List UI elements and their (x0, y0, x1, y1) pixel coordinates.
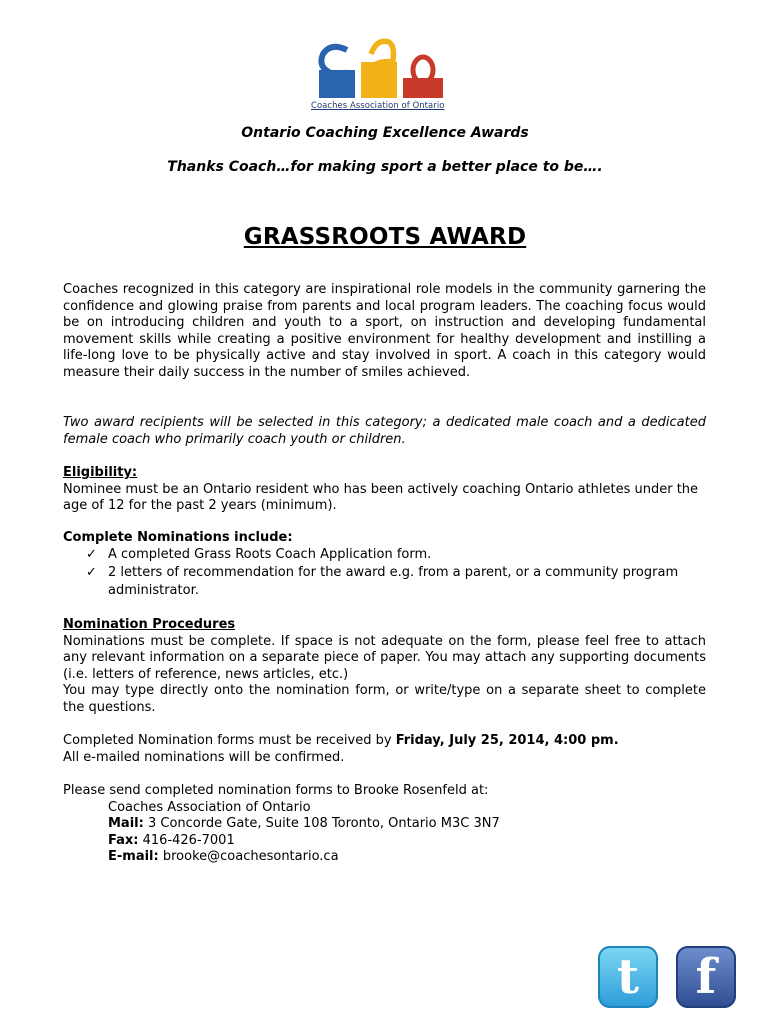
facebook-glyph: f (695, 949, 717, 1005)
procedures-paragraph-2: You may type directly onto the nomination form, or write/type on a separate sheet to complete the questions. (63, 683, 706, 715)
list-item-text: A completed Grass Roots Coach Application form. (108, 547, 432, 562)
recipients-paragraph: Two award recipients will be selected in this category; a dedicated male coach and a dedicated female coach who primarily coach youth or children. (63, 415, 706, 447)
deadline-note: All e-mailed nominations will be confirmed. (63, 749, 345, 765)
mail-label: Mail: (108, 816, 144, 832)
nominations-heading: Complete Nominations include: (63, 530, 293, 545)
deadline-line (63, 733, 706, 750)
procedures-section (63, 617, 706, 717)
list-item (86, 546, 686, 564)
deadline-date: Friday, July 25, 2014, 4:00 pm. (395, 733, 619, 748)
cao-logo-mark (311, 32, 451, 100)
email-address[interactable]: brooke@coachesontario.ca (162, 849, 339, 865)
contact-fax (63, 833, 706, 850)
page-title: GRASSROOTS AWARD (243, 224, 527, 250)
deadline-section (63, 733, 706, 766)
facebook-icon[interactable] (676, 946, 736, 1008)
checkmark-icon: ✓ (86, 547, 97, 562)
mail-address: 3 Concorde Gate, Suite 108 Toronto, Ontario M3C 3N7 (147, 816, 500, 832)
eligibility-text: Nominee must be an Ontario resident who has been actively coaching Ontario athletes under the age of 12 for the past 2 years (minimum). (63, 481, 699, 514)
fax-label: Fax: (108, 832, 139, 848)
procedures-heading: Nomination Procedures (63, 617, 236, 632)
list-item-text: 2 letters of recommendation for the award e.g. from a parent, or a community program administrator. (108, 565, 679, 598)
deadline-prefix: Completed Nomination forms must be received by (63, 733, 396, 748)
contact-intro: Please send completed nomination forms to Brooke Rosenfeld at: (63, 783, 489, 798)
eligibility-section (63, 465, 706, 515)
header-line-2: Thanks Coach…for making sport a better place to be…. (167, 159, 603, 175)
contact-mail (63, 816, 706, 833)
intro-paragraph: Coaches recognized in this category are inspirational role models in the community garnering the confidence and glowing praise from parents and local program leaders. The coaching focus would be on introducing children and youth to a sport, on instruction and developing fundamental movement skills while creating a positive environment for healthy development and instilling a life-long love to be physically active and stay involved in sport. A coach in this category would measure their daily success in the number of smiles achieved. (63, 282, 706, 380)
fax-number: 416-426-7001 (142, 832, 235, 848)
email-label: E-mail: (108, 849, 159, 865)
twitter-glyph: t (616, 949, 640, 1005)
logo-caption: Coaches Association of Ontario (311, 100, 445, 110)
eligibility-heading: Eligibility: (63, 465, 138, 480)
checkmark-icon: ✓ (86, 565, 97, 580)
list-item (86, 564, 686, 600)
contact-section (63, 783, 706, 866)
cao-logo (311, 32, 451, 112)
header-line-1: Ontario Coaching Excellence Awards (241, 125, 529, 141)
nominations-list (86, 546, 686, 600)
contact-email (63, 849, 706, 866)
procedures-paragraph-1: Nominations must be complete. If space is not adequate on the form, please feel free to attach any relevant information on a separate piece of paper. You may attach any supporting documents (i.e. letters of reference, news articles, etc.) (63, 633, 706, 682)
twitter-icon[interactable] (598, 946, 658, 1008)
contact-org: Coaches Association of Ontario (108, 799, 311, 815)
